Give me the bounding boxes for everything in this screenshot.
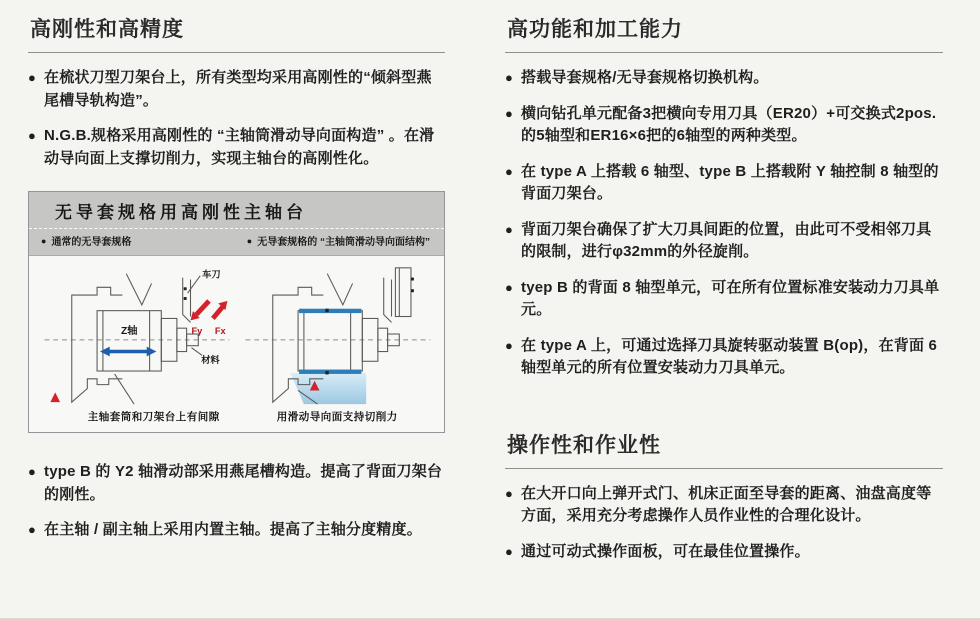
turning-tool-label: 车刀 (201, 269, 221, 280)
bullet-marker-icon: ● (28, 128, 36, 143)
material-label: 材料 (200, 355, 220, 366)
bullet-text: 在梳状刀型刀架台上，所有类型均采用高刚性的“倾斜型燕尾槽导轨构造”。 (44, 69, 432, 109)
figure-label-right (247, 233, 430, 248)
bullet-text: 在 type A 上，可通过选择刀具旋转驱动装置 B(op)，在背面 6 轴型单元的所有位置安装动力刀具单元。 (521, 336, 938, 376)
bullet-item (28, 125, 445, 170)
bullet-marker-icon: ● (28, 70, 36, 85)
diagram-sliding-guide-spec (237, 262, 439, 424)
figure-label-left (41, 233, 131, 248)
bullet-item (505, 67, 943, 90)
bullet-marker-icon: ● (505, 337, 513, 353)
figure-header (29, 192, 444, 228)
label-bullet-icon: ● (246, 235, 253, 246)
diagram-caption: 主轴套筒和刀架台上有间隙 (87, 411, 220, 423)
fy-force-label: Fy (191, 326, 203, 337)
figure-label-left-text: 通常的无导套规格 (51, 237, 132, 248)
section-gap (505, 393, 943, 429)
bullet-item (505, 541, 943, 564)
bullet-item (28, 67, 445, 112)
bullet-item (505, 161, 943, 206)
spindle-cross-section-drawing (38, 262, 234, 408)
bullet-text: 背面刀架台确保了扩大刀具间距的位置，由此可不受相邻刀具的限制，进行φ32mm的外径旋削。 (521, 220, 932, 260)
bullet-marker-icon: ● (505, 221, 513, 237)
guide-strip-top (299, 309, 361, 313)
section-heading-rigidity: 高刚性和高精度 (28, 13, 445, 53)
bullet-text: N.G.B.规格采用高刚性的 “主轴筒滑动导向面构造” 。在滑动导向面上支撑切削力，实现主轴台的高刚性化。 (44, 127, 435, 167)
label-bullet-icon: ● (41, 235, 47, 246)
bullet-marker-icon: ● (505, 485, 513, 501)
fx-force-label: Fx (214, 326, 226, 337)
bullet-text: 横向钻孔单元配备3把横向专用刀具（ER20）+可交换式2pos.的5轴型和ER16×6把的6轴型的两种类型。 (521, 104, 937, 144)
section-heading-operability: 操作性和作业性 (505, 429, 943, 469)
section-high-function (505, 13, 943, 576)
bullet-text: 在主轴 / 副主轴上采用内置主轴。提高了主轴分度精度。 (44, 521, 422, 538)
section-heading-function: 高功能和加工能力 (505, 13, 943, 53)
bullet-text: 搭载导套规格/无导套规格切换机构。 (521, 69, 769, 86)
bullet-item (505, 103, 943, 148)
diagram-conventional-spec (35, 262, 237, 424)
bullet-item (505, 219, 943, 264)
diagram-caption: 用滑动导向面支持切削力 (276, 411, 398, 423)
bullet-text: tyep B 的背面 8 轴型单元，可在所有位置标准安装动力刀具单元。 (521, 278, 940, 318)
figure-spindle-headstock (28, 191, 445, 433)
figure-title: 无导套规格用高刚性主轴台 (55, 203, 307, 222)
bullet-item (505, 483, 943, 528)
bullet-marker-icon: ● (28, 464, 36, 479)
bullet-text: 在大开口向上弹开式门、机床正面至导套的距离、油盘高度等方面，采用充分考虑操作人员作业性的合理化设计。 (521, 484, 932, 524)
figure-sublabels (29, 228, 444, 256)
bullet-item (505, 277, 943, 322)
figure-label-right-text: 无导套规格的 “主轴筒滑动导向面结构” (257, 237, 430, 248)
gap-marker-triangle-icon (50, 392, 60, 402)
bullet-text: 在 type A 上搭载 6 轴型、type B 上搭载附 Y 轴控制 8 轴型的背面刀架台。 (521, 162, 939, 202)
bullet-item (505, 335, 943, 380)
guide-support-shading (291, 373, 367, 404)
bullet-text: 通过可动式操作面板，可在最佳位置操作。 (521, 542, 810, 560)
bullet-text: type B 的 Y2 轴滑动部采用燕尾槽构造。提高了背面刀架台的刚性。 (44, 463, 443, 503)
figure-body (29, 256, 444, 432)
guide-strip-bottom (299, 370, 361, 374)
bullet-marker-icon: ● (505, 163, 513, 179)
bullet-item (28, 519, 445, 542)
bullet-marker-icon: ● (505, 105, 513, 121)
bullet-marker-icon: ● (505, 279, 513, 295)
bullet-item (28, 461, 445, 506)
section-high-rigidity (28, 13, 445, 555)
bullet-marker-icon: ● (505, 70, 513, 85)
bullet-marker-icon: ● (505, 543, 513, 559)
z-axis-label: Z轴 (120, 326, 138, 338)
bullet-marker-icon: ● (28, 522, 36, 537)
spindle-cross-section-drawing (239, 262, 435, 408)
